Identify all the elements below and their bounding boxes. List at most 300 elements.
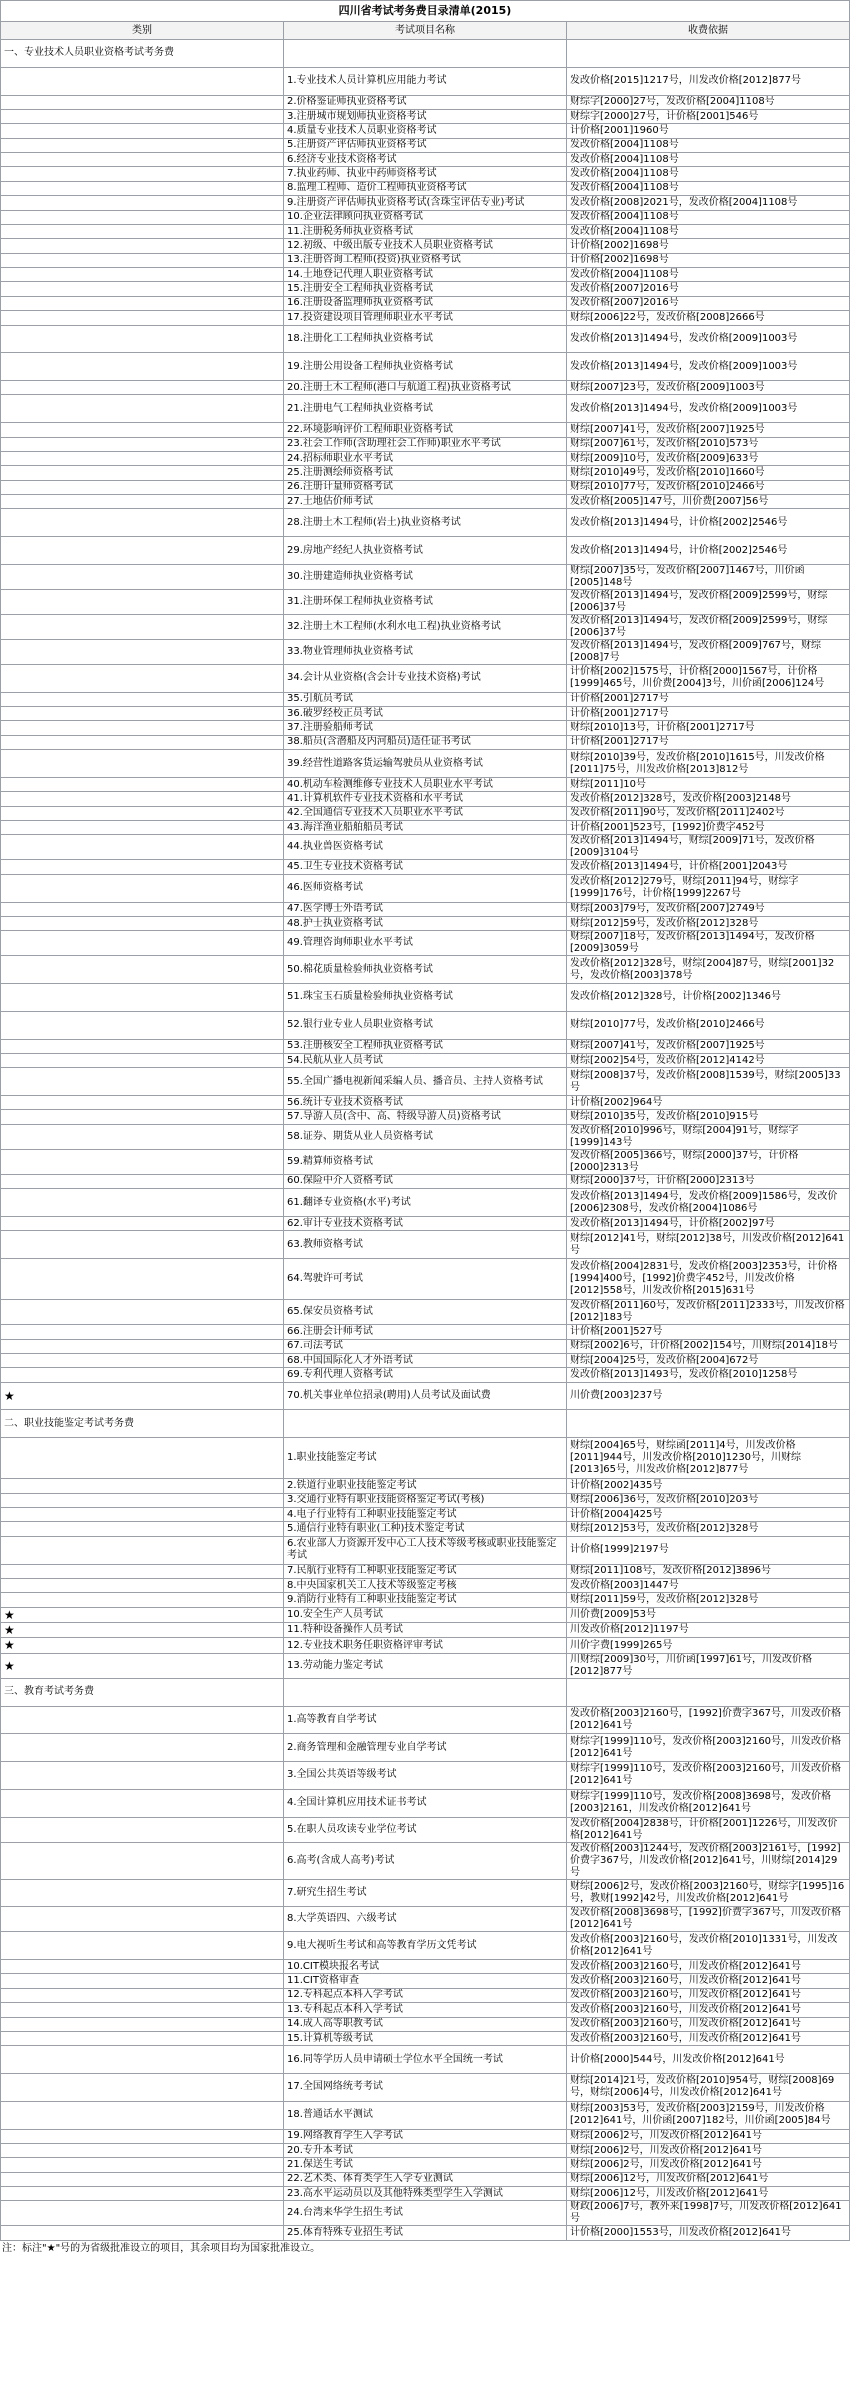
provincial-star-marker: [1, 196, 284, 210]
table-row: [1, 860, 850, 874]
provincial-star-marker: [1, 210, 284, 224]
provincial-star-marker: [1, 1325, 284, 1339]
provincial-star-marker: [1, 1353, 284, 1367]
fee-basis: 发改价格[2003]2160号，川发改价格[2012]641号: [567, 1988, 850, 2002]
exam-name: 12.专科起点本科入学考试: [284, 1988, 567, 2002]
fee-basis: 财综字[2000]27号，计价格[2001]546号: [567, 109, 850, 123]
exam-name: 44.执业兽医资格考试: [284, 835, 567, 860]
exam-name: 25.注册测绘师资格考试: [284, 466, 567, 480]
provincial-star-marker: [1, 2158, 284, 2172]
table-row: [1, 268, 850, 282]
table-row: [1, 1907, 850, 1932]
provincial-star-marker: [1, 395, 284, 423]
table-row: [1, 1789, 850, 1817]
provincial-star-marker: [1, 1734, 284, 1762]
provincial-star-marker: [1, 167, 284, 181]
table-row: [1, 721, 850, 735]
table-row: [1, 835, 850, 860]
fee-basis: 发改价格[2013]1494号，发改价格[2009]767号，财综[2008]7号: [567, 639, 850, 664]
table-row: [1, 1053, 850, 1067]
provincial-star-marker: [1, 353, 284, 381]
exam-name: 35.引航员考试: [284, 692, 567, 706]
table-row: [1, 806, 850, 820]
table-row: [1, 2143, 850, 2157]
empty-cell: [567, 40, 850, 68]
fee-basis: 计价格[2001]2717号: [567, 692, 850, 706]
exam-name: 64.驾驶许可考试: [284, 1259, 567, 1300]
table-row: [1, 1960, 850, 1974]
exam-name: 61.翻译专业资格(水平)考试: [284, 1189, 567, 1217]
exam-name: 69.专利代理人资格考试: [284, 1368, 567, 1382]
table-row: [1, 1382, 850, 1410]
fee-basis: 财综[2011]59号，发改价格[2012]328号: [567, 1593, 850, 1607]
provincial-star-marker: [1, 1053, 284, 1067]
provincial-star-marker: [1, 2187, 284, 2201]
exam-name: 10.CIT模块报名考试: [284, 1960, 567, 1974]
table-row: [1, 1706, 850, 1734]
fee-basis: 财综[2014]21号，发改价格[2010]954号，财综[2008]69号，财综[2006]4号，川发改价格[2012]641号: [567, 2074, 850, 2102]
table-row: [1, 2017, 850, 2031]
exam-name: 26.注册计量师资格考试: [284, 480, 567, 494]
provincial-star-marker: [1, 806, 284, 820]
empty-cell: [284, 1678, 567, 1706]
table-row: [1, 451, 850, 465]
provincial-star-marker: [1, 916, 284, 930]
fee-basis: 财综[2006]2号，川发改价格[2012]641号: [567, 2158, 850, 2172]
provincial-star-marker: [1, 1110, 284, 1124]
provincial-star-marker: [1, 423, 284, 437]
fee-basis: 财综字[2000]27号，发改价格[2004]1108号: [567, 95, 850, 109]
table-row: [1, 381, 850, 395]
fee-basis: 计价格[2000]544号，川发改价格[2012]641号: [567, 2046, 850, 2074]
fee-basis: 财综[2007]35号，发改价格[2007]1467号，川价函[2005]148号: [567, 564, 850, 589]
column-header-basis: 收费依据: [567, 22, 850, 40]
section-label: 一、专业技术人员职业资格考试考务费: [1, 40, 284, 68]
empty-cell: [567, 1678, 850, 1706]
fee-basis: 发改价格[2003]1244号，发改价格[2003]2161号，[1992]价费字367号，川发改价格[2012]641号，川财综[2014]29号: [567, 1842, 850, 1879]
exam-name: 29.房地产经纪人执业资格考试: [284, 537, 567, 565]
fee-basis: 发改价格[2013]1494号，计价格[2002]97号: [567, 1216, 850, 1230]
table-row: [1, 1216, 850, 1230]
exam-name: 27.土地估价师考试: [284, 495, 567, 509]
exam-name: 52.银行业专业人员职业资格考试: [284, 1011, 567, 1039]
fee-basis: 发改价格[2004]1108号: [567, 167, 850, 181]
exam-name: 10.安全生产人员考试: [284, 1607, 567, 1622]
exam-name: 1.职业技能鉴定考试: [284, 1438, 567, 1479]
fee-basis: 发改价格[2004]1108号: [567, 181, 850, 195]
fee-basis: 发改价格[2013]1494号，发改价格[2009]1003号: [567, 325, 850, 353]
table-row: [1, 2129, 850, 2143]
exam-name: 2.铁道行业职业技能鉴定考试: [284, 1479, 567, 1493]
table-row: [1, 1536, 850, 1564]
fee-basis: 计价格[2001]523号，[1992]价费字452号: [567, 821, 850, 835]
exam-name: 21.注册电气工程师执业资格考试: [284, 395, 567, 423]
fee-basis: 计价格[2004]425号: [567, 1508, 850, 1522]
provincial-star-marker: [1, 1988, 284, 2002]
provincial-star-marker: [1, 2074, 284, 2102]
table-row: [1, 253, 850, 267]
exam-name: 18.普通话水平测试: [284, 2101, 567, 2129]
provincial-star-marker: [1, 239, 284, 253]
fee-basis: 财综[2002]6号，计价格[2002]154号，川财综[2014]18号: [567, 1339, 850, 1353]
table-row: [1, 109, 850, 123]
exam-name: 12.专业技术职务任职资格评审考试: [284, 1638, 567, 1653]
exam-name: 12.初级、中级出版专业技术人员职业资格考试: [284, 239, 567, 253]
table-row: [1, 1259, 850, 1300]
exam-name: 38.船员(含潜船及内河船员)适任证书考试: [284, 735, 567, 749]
table-row: [1, 282, 850, 296]
exam-name: 53.注册核安全工程师执业资格考试: [284, 1039, 567, 1053]
exam-name: 15.计算机等级考试: [284, 2031, 567, 2045]
provincial-star-marker: [1, 296, 284, 310]
table-row: [1, 1039, 850, 1053]
provincial-star-marker: [1, 1259, 284, 1300]
exam-name: 2.商务管理和金融管理专业自学考试: [284, 1734, 567, 1762]
exam-name: 4.质量专业技术人员职业资格考试: [284, 124, 567, 138]
exam-name: 54.民航从业人员考试: [284, 1053, 567, 1067]
fee-basis: 计价格[2001]2717号: [567, 735, 850, 749]
exam-name: 3.注册城市规划师执业资格考试: [284, 109, 567, 123]
provincial-star-marker: [1, 1817, 284, 1842]
table-row: [1, 423, 850, 437]
exam-name: 33.物业管理师执业资格考试: [284, 639, 567, 664]
fee-basis: 计价格[1999]2197号: [567, 1536, 850, 1564]
provincial-star-marker: [1, 902, 284, 916]
exam-name: 67.司法考试: [284, 1339, 567, 1353]
provincial-star-marker: [1, 2143, 284, 2157]
fee-basis: 财综[2012]53号，发改价格[2012]328号: [567, 1522, 850, 1536]
provincial-star-marker: [1, 874, 284, 902]
fee-basis: 财综[2010]49号，发改价格[2010]1660号: [567, 466, 850, 480]
provincial-star-marker: [1, 2226, 284, 2240]
provincial-star-marker: [1, 1039, 284, 1053]
provincial-star-marker: [1, 1011, 284, 1039]
exam-name: 22.环境影响评价工程师职业资格考试: [284, 423, 567, 437]
provincial-star-marker: [1, 664, 284, 692]
exam-name: 42.全国通信专业技术人员职业水平考试: [284, 806, 567, 820]
exam-name: 31.注册环保工程师执业资格考试: [284, 589, 567, 614]
table-row: [1, 1734, 850, 1762]
exam-name: 10.企业法律顾问执业资格考试: [284, 210, 567, 224]
fee-basis: 财综[2007]41号，发改价格[2007]1925号: [567, 423, 850, 437]
fee-basis: 川发改价格[2012]1197号: [567, 1623, 850, 1638]
provincial-star-marker: [1, 1124, 284, 1149]
provincial-star-marker: [1, 1479, 284, 1493]
exam-name: 6.经济专业技术资格考试: [284, 153, 567, 167]
fee-basis: 财综[2009]10号，发改价格[2009]633号: [567, 451, 850, 465]
provincial-star-marker: [1, 480, 284, 494]
exam-name: 9.注册资产评估师执业资格考试(含珠宝评估专业)考试: [284, 196, 567, 210]
fee-basis: 计价格[2002]1698号: [567, 239, 850, 253]
provincial-star-marker: ★: [1, 1653, 284, 1678]
fee-basis: 财综[2006]2号，发改价格[2003]2160号，财综字[1995]16号，教财[1992]42号，川发改价格[2012]641号: [567, 1879, 850, 1907]
provincial-star-marker: [1, 509, 284, 537]
exam-name: 49.管理咨询师职业水平考试: [284, 931, 567, 956]
table-row: [1, 1578, 850, 1592]
fee-basis: 财综[2000]37号，计价格[2000]2313号: [567, 1174, 850, 1188]
table-row: [1, 466, 850, 480]
table-row: [1, 1493, 850, 1507]
table-row: [1, 2201, 850, 2226]
fee-basis: 发改价格[2004]1108号: [567, 153, 850, 167]
provincial-star-marker: [1, 1706, 284, 1734]
exam-name: 16.同等学历人员申请硕士学位水平全国统一考试: [284, 2046, 567, 2074]
provincial-star-marker: [1, 1593, 284, 1607]
exam-name: 20.注册土木工程师(港口与航道工程)执业资格考试: [284, 381, 567, 395]
exam-name: 45.卫生专业技术资格考试: [284, 860, 567, 874]
provincial-star-marker: [1, 564, 284, 589]
fee-basis: 发改价格[2013]1494号，发改价格[2009]1586号，发改价[2006]2308号，发改价格[2004]1086号: [567, 1189, 850, 1217]
exam-name: 60.保险中介人资格考试: [284, 1174, 567, 1188]
fee-basis: 发改价格[2003]2160号，川发改价格[2012]641号: [567, 1960, 850, 1974]
table-row: [1, 2172, 850, 2186]
provincial-star-marker: [1, 1578, 284, 1592]
provincial-star-marker: [1, 2201, 284, 2226]
exam-name: 15.注册安全工程师执业资格考试: [284, 282, 567, 296]
fee-basis: 发改价格[2013]1494号，计价格[2001]2043号: [567, 860, 850, 874]
provincial-star-marker: [1, 1189, 284, 1217]
provincial-star-marker: [1, 381, 284, 395]
table-row: [1, 902, 850, 916]
fee-basis: 川价费[2003]237号: [567, 1382, 850, 1410]
fee-basis: 川价费[2009]53号: [567, 1607, 850, 1622]
exam-name: 68.中国国际化人才外语考试: [284, 1353, 567, 1367]
exam-name: 39.经营性道路客货运输驾驶员从业资格考试: [284, 750, 567, 778]
table-row: [1, 95, 850, 109]
exam-name: 43.海洋渔业船舶船员考试: [284, 821, 567, 835]
table-row: [1, 2226, 850, 2240]
fee-basis: 发改价格[2013]1494号，财综[2009]71号，发改价格[2009]3104号: [567, 835, 850, 860]
table-row: [1, 707, 850, 721]
fee-basis: 财综[2003]53号，发改价格[2003]2159号，川发改价格[2012]641号，川价函[2007]182号，川价函[2005]84号: [567, 2101, 850, 2129]
fee-basis: 财综[2008]37号，发改价格[2008]1539号，财综[2005]33号: [567, 1068, 850, 1096]
table-row: [1, 1879, 850, 1907]
fee-basis: 发改价格[2004]1108号: [567, 268, 850, 282]
fee-basis: 发改价格[2003]2160号，川发改价格[2012]641号: [567, 2031, 850, 2045]
table-row: [1, 437, 850, 451]
table-row: [1, 1189, 850, 1217]
provincial-star-marker: [1, 153, 284, 167]
provincial-star-marker: [1, 2046, 284, 2074]
fee-basis: 发改价格[2012]328号，财综[2004]87号，财综[2001]32号，发改价格[2003]378号: [567, 956, 850, 984]
table-row: [1, 735, 850, 749]
provincial-star-marker: [1, 181, 284, 195]
provincial-star-marker: [1, 495, 284, 509]
exam-name: 22.艺术类、体育类学生入学专业测试: [284, 2172, 567, 2186]
exam-name: 11.CIT资格审查: [284, 1974, 567, 1988]
provincial-star-marker: [1, 835, 284, 860]
table-row: [1, 1368, 850, 1382]
provincial-star-marker: [1, 2031, 284, 2045]
exam-name: 18.注册化工工程师执业资格考试: [284, 325, 567, 353]
fee-basis: 财综[2006]12号，川发改价格[2012]641号: [567, 2187, 850, 2201]
provincial-star-marker: [1, 1300, 284, 1325]
table-row: [1, 1653, 850, 1678]
provincial-star-marker: [1, 777, 284, 791]
exam-name: 14.土地登记代理人职业资格考试: [284, 268, 567, 282]
table-row: [1, 495, 850, 509]
exam-name: 20.专升本考试: [284, 2143, 567, 2157]
provincial-star-marker: [1, 437, 284, 451]
exam-name: 36.破罗经校正员考试: [284, 707, 567, 721]
table-row: [1, 2187, 850, 2201]
provincial-star-marker: [1, 537, 284, 565]
table-row: [1, 931, 850, 956]
exam-name: 17.全国网络统考考试: [284, 2074, 567, 2102]
fee-basis: 发改价格[2011]90号，发改价格[2011]2402号: [567, 806, 850, 820]
exam-name: 47.医学博士外语考试: [284, 902, 567, 916]
provincial-star-marker: [1, 253, 284, 267]
exam-name: 58.证券、期货从业人员资格考试: [284, 1124, 567, 1149]
exam-name: 6.农业部人力资源开发中心工人技术等级考核或职业技能鉴定考试: [284, 1536, 567, 1564]
table-row: [1, 167, 850, 181]
table-row: [1, 1096, 850, 1110]
provincial-star-marker: [1, 707, 284, 721]
fee-basis: 发改价格[2003]2160号，川发改价格[2012]641号: [567, 2003, 850, 2017]
table-row: [1, 224, 850, 238]
fee-basis: 发改价格[2013]1494号，发改价格[2009]1003号: [567, 395, 850, 423]
table-row: [1, 196, 850, 210]
provincial-star-marker: [1, 1438, 284, 1479]
fee-basis: 川价字费[1999]265号: [567, 1638, 850, 1653]
fee-basis: 财综字[1999]110号，发改价格[2008]3698号，发改价格[2003]2161，川发改价格[2012]641号: [567, 1789, 850, 1817]
exam-name: 9.消防行业特有工种职业技能鉴定考试: [284, 1593, 567, 1607]
table-row: [1, 1988, 850, 2002]
provincial-star-marker: [1, 1522, 284, 1536]
provincial-star-marker: [1, 325, 284, 353]
fee-basis: 计价格[2001]1960号: [567, 124, 850, 138]
exam-name: 56.统计专业技术资格考试: [284, 1096, 567, 1110]
fee-basis: 计价格[2000]1553号，川发改价格[2012]641号: [567, 2226, 850, 2240]
provincial-star-marker: [1, 1762, 284, 1790]
provincial-star-marker: [1, 984, 284, 1012]
exam-name: 34.会计从业资格(含会计专业技术资格)考试: [284, 664, 567, 692]
table-row: [1, 1564, 850, 1578]
provincial-star-marker: [1, 1096, 284, 1110]
provincial-star-marker: [1, 67, 284, 95]
exam-name: 23.高水平运动员以及其他特殊类型学生入学测试: [284, 2187, 567, 2201]
table-row: [1, 2031, 850, 2045]
table-row: [1, 138, 850, 152]
table-row: [1, 2074, 850, 2102]
fee-basis: 计价格[2001]2717号: [567, 707, 850, 721]
fee-basis: 财综[2010]13号，计价格[2001]2717号: [567, 721, 850, 735]
fee-basis: 财综[2010]39号，发改价格[2010]1615号，川发改价格[2011]75号，川发改价格[2013]812号: [567, 750, 850, 778]
fee-basis: 发改价格[2004]1108号: [567, 224, 850, 238]
fee-basis: 发改价格[2003]2160号，川发改价格[2012]641号: [567, 2017, 850, 2031]
fee-basis: 财综[2007]61号，发改价格[2010]573号: [567, 437, 850, 451]
provincial-star-marker: [1, 2003, 284, 2017]
table-row: [1, 1231, 850, 1259]
fee-basis: 发改价格[2012]279号，财综[2011]94号，财综字[1999]176号，计价格[1999]2267号: [567, 874, 850, 902]
table-row: [1, 480, 850, 494]
table-row: [1, 153, 850, 167]
table-row: [1, 509, 850, 537]
fee-basis: 发改价格[2015]1217号，川发改价格[2012]877号: [567, 67, 850, 95]
exam-name: 62.审计专业技术资格考试: [284, 1216, 567, 1230]
empty-cell: [284, 1410, 567, 1438]
fee-basis: 发改价格[2012]328号，计价格[2002]1346号: [567, 984, 850, 1012]
exam-name: 9.电大视听生考试和高等教育学历文凭考试: [284, 1932, 567, 1960]
exam-name: 3.全国公共英语等级考试: [284, 1762, 567, 1790]
fee-basis: 财综[2007]23号，发改价格[2009]1003号: [567, 381, 850, 395]
table-row: [1, 1068, 850, 1096]
column-header-category: 类别: [1, 22, 284, 40]
table-row: [1, 1623, 850, 1638]
fee-basis: 财综[2011]108号，发改价格[2012]3896号: [567, 1564, 850, 1578]
exam-name: 70.机关事业单位招录(聘用)人员考试及面试费: [284, 1382, 567, 1410]
provincial-star-marker: [1, 451, 284, 465]
exam-name: 11.特种设备操作人员考试: [284, 1623, 567, 1638]
fee-basis: 财综字[1999]110号，发改价格[2003]2160号，川发改价格[2012]641号: [567, 1734, 850, 1762]
fee-basis: 发改价格[2003]2160号，发改价格[2010]1331号，川发改价格[2012]641号: [567, 1932, 850, 1960]
fee-basis: 发改价格[2012]328号，发改价格[2003]2148号: [567, 792, 850, 806]
table-row: [1, 2101, 850, 2129]
provincial-star-marker: [1, 1493, 284, 1507]
provincial-star-marker: [1, 1339, 284, 1353]
exam-name: 28.注册土木工程师(岩土)执业资格考试: [284, 509, 567, 537]
table-row: [1, 181, 850, 195]
header-row: [1, 22, 850, 40]
table-row: [1, 589, 850, 614]
fee-basis: 发改价格[2005]366号，财综[2000]37号，计价格[2000]2313号: [567, 1149, 850, 1174]
provincial-star-marker: [1, 1174, 284, 1188]
fee-basis: 财综[2010]35号，发改价格[2010]915号: [567, 1110, 850, 1124]
provincial-star-marker: [1, 1960, 284, 1974]
fee-basis: 发改价格[2013]1494号，计价格[2002]2546号: [567, 537, 850, 565]
table-row: [1, 1479, 850, 1493]
table-row: [1, 984, 850, 1012]
provincial-star-marker: [1, 1216, 284, 1230]
exam-name: 48.护士执业资格考试: [284, 916, 567, 930]
exam-name: 2.价格鉴证师执业资格考试: [284, 95, 567, 109]
fee-basis: 发改价格[2013]1494号，发改价格[2009]2599号，财综[2006]37号: [567, 614, 850, 639]
table-row: [1, 1325, 850, 1339]
exam-name: 32.注册土木工程师(水利水电工程)执业资格考试: [284, 614, 567, 639]
page-title: 四川省考试考务费目录清单(2015): [1, 1, 850, 22]
exam-name: 13.劳动能力鉴定考试: [284, 1653, 567, 1678]
exam-name: 23.社会工作师(含助理社会工作师)职业水平考试: [284, 437, 567, 451]
exam-name: 19.注册公用设备工程师执业资格考试: [284, 353, 567, 381]
section-header-row: [1, 1410, 850, 1438]
provincial-star-marker: [1, 1536, 284, 1564]
provincial-star-marker: [1, 2017, 284, 2031]
exam-name: 55.全国广播电视新闻采编人员、播音员、主持人资格考试: [284, 1068, 567, 1096]
table-row: [1, 1508, 850, 1522]
table-row: [1, 1607, 850, 1622]
exam-name: 3.交通行业特有职业技能资格鉴定考试(考核): [284, 1493, 567, 1507]
fee-basis: 发改价格[2004]2831号，发改价格[2003]2353号，计价格[1994]400号，[1992]价费字452号，川发改价格[2012]558号，川发改价格[2015]631号: [567, 1259, 850, 1300]
exam-name: 57.导游人员(含中、高、特级导游人员)资格考试: [284, 1110, 567, 1124]
table-row: [1, 777, 850, 791]
table-row: [1, 639, 850, 664]
provincial-star-marker: [1, 692, 284, 706]
fee-basis: 川财综[2009]30号，川价函[1997]61号，川发改价格[2012]877号: [567, 1653, 850, 1678]
fee-table-body: [1, 1, 850, 2241]
table-row: [1, 67, 850, 95]
exam-name: 25.体育特殊专业招生考试: [284, 2226, 567, 2240]
provincial-star-marker: [1, 956, 284, 984]
fee-basis: 发改价格[2010]996号，财综[2004]91号，财综字[1999]143号: [567, 1124, 850, 1149]
table-row: [1, 821, 850, 835]
fee-basis: 财综[2010]77号，发改价格[2010]2466号: [567, 1011, 850, 1039]
table-row: [1, 792, 850, 806]
provincial-star-marker: [1, 109, 284, 123]
fee-basis: 发改价格[2007]2016号: [567, 296, 850, 310]
fee-basis: 发改价格[2013]1494号，发改价格[2009]1003号: [567, 353, 850, 381]
fee-basis: 财综[2006]2号，川发改价格[2012]641号: [567, 2143, 850, 2157]
exam-name: 1.专业技术人员计算机应用能力考试: [284, 67, 567, 95]
